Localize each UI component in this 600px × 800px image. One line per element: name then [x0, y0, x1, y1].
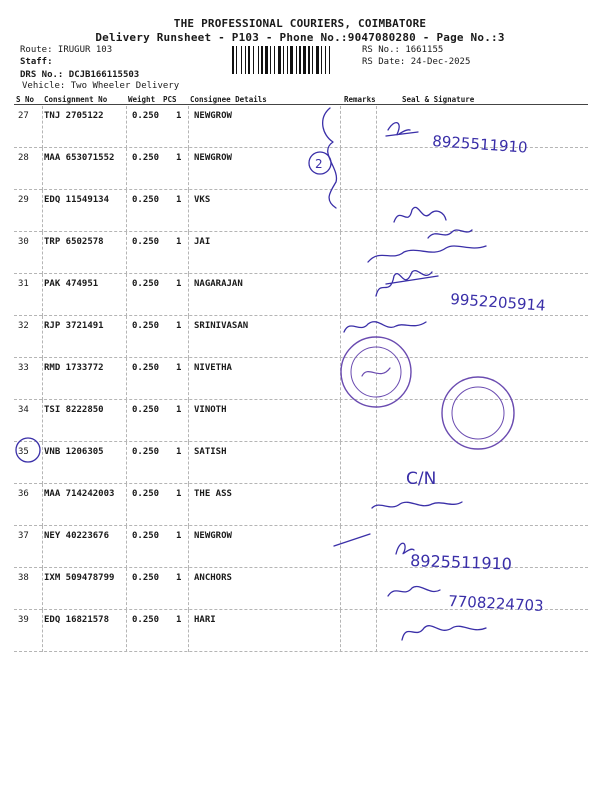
- column-divider: [340, 400, 341, 442]
- row-consignee: VKS: [194, 195, 211, 205]
- column-divider: [126, 526, 127, 568]
- column-divider: [42, 274, 43, 316]
- row-consignment: MAA 653071552: [44, 153, 115, 163]
- barcode-bar: [312, 46, 313, 74]
- barcode-bar: [245, 46, 246, 74]
- barcode-bar: [253, 46, 254, 74]
- barcode-bar: [321, 46, 322, 74]
- table-row: [0, 526, 600, 568]
- column-divider: [376, 358, 377, 400]
- row-weight: 0.250: [132, 195, 160, 205]
- row-sno: 37: [18, 531, 29, 541]
- row-pcs: 1: [176, 321, 182, 331]
- row-consignment: TRP 6502578: [44, 237, 104, 247]
- column-divider: [376, 526, 377, 568]
- col-weight: Weight: [128, 95, 156, 104]
- barcode-bar: [258, 46, 259, 74]
- barcode-bar: [299, 46, 301, 74]
- row-consignment: EDQ 11549134: [44, 195, 110, 205]
- column-divider: [340, 442, 341, 484]
- barcode-bar: [278, 46, 281, 74]
- row-weight: 0.250: [132, 153, 160, 163]
- row-consignee: SRINIVASAN: [194, 321, 249, 331]
- row-consignee: NAGARAJAN: [194, 279, 243, 289]
- row-weight: 0.250: [132, 615, 160, 625]
- column-divider: [42, 148, 43, 190]
- barcode: [232, 46, 358, 74]
- column-divider: [42, 316, 43, 358]
- column-divider: [376, 316, 377, 358]
- row-sno: 39: [18, 615, 29, 625]
- row-consignment: EDQ 16821578: [44, 615, 110, 625]
- row-sno: 36: [18, 489, 29, 499]
- column-divider: [188, 148, 189, 190]
- column-divider: [188, 232, 189, 274]
- column-divider: [188, 274, 189, 316]
- row-pcs: 1: [176, 153, 182, 163]
- column-divider: [188, 106, 189, 148]
- table-row: [0, 358, 600, 400]
- column-divider: [42, 400, 43, 442]
- column-divider: [376, 568, 377, 610]
- barcode-bar: [287, 46, 288, 74]
- row-sno: 30: [18, 237, 29, 247]
- column-divider: [126, 316, 127, 358]
- row-consignment: NEY 40223676: [44, 531, 110, 541]
- column-divider: [188, 190, 189, 232]
- phone-number-row-27: 8925511910: [431, 132, 529, 157]
- column-divider: [340, 316, 341, 358]
- row-pcs: 1: [176, 489, 182, 499]
- row-consignment: VNB 1206305: [44, 447, 104, 457]
- column-divider: [126, 148, 127, 190]
- barcode-bar: [248, 46, 250, 74]
- row-weight: 0.250: [132, 111, 160, 121]
- column-divider: [42, 358, 43, 400]
- row-divider: [14, 651, 588, 652]
- barcode-bar: [241, 46, 242, 74]
- column-divider: [126, 190, 127, 232]
- column-divider: [42, 106, 43, 148]
- row-sno: 33: [18, 363, 29, 373]
- row-consignee: VINOTH: [194, 405, 227, 415]
- row-pcs: 1: [176, 405, 182, 415]
- column-divider: [376, 148, 377, 190]
- column-divider: [126, 106, 127, 148]
- row-pcs: 1: [176, 363, 182, 373]
- column-divider: [188, 610, 189, 652]
- table-row: [0, 400, 600, 442]
- col-remarks: Remarks: [344, 95, 376, 104]
- col-sno: S No: [16, 95, 35, 104]
- table-row: [0, 484, 600, 526]
- row-sno: 31: [18, 279, 29, 289]
- column-divider: [340, 190, 341, 232]
- row-consignee: HARI: [194, 615, 216, 625]
- row-consignee: NEWGROW: [194, 111, 232, 121]
- rs-number: RS No.: 1661155: [362, 45, 444, 55]
- row-consignee: NEWGROW: [194, 531, 232, 541]
- phone-number-row-38: 7708224703: [447, 592, 545, 615]
- staff-label: Staff:: [20, 57, 53, 67]
- route-label: Route: IRUGUR 103: [20, 45, 113, 55]
- header-divider: [14, 104, 588, 105]
- column-divider: [126, 442, 127, 484]
- row-consignee: ANCHORS: [194, 573, 232, 583]
- column-divider: [376, 442, 377, 484]
- column-divider: [42, 610, 43, 652]
- column-divider: [188, 442, 189, 484]
- column-divider: [42, 526, 43, 568]
- barcode-bar: [296, 46, 297, 74]
- column-divider: [126, 358, 127, 400]
- phone-number-row-31: 9952205914: [449, 290, 547, 315]
- column-divider: [340, 610, 341, 652]
- row-sno: 32: [18, 321, 29, 331]
- column-divider: [42, 232, 43, 274]
- runsheet-subtitle: Delivery Runsheet - P103 - Phone No.:9047080280 - Page No.:3: [95, 31, 505, 44]
- row-pcs: 1: [176, 447, 182, 457]
- table-row: [0, 232, 600, 274]
- col-consignment: Consignment No: [44, 95, 108, 104]
- column-divider: [42, 484, 43, 526]
- row-pcs: 1: [176, 279, 182, 289]
- barcode-bar: [325, 46, 326, 74]
- table-row: [0, 610, 600, 652]
- row-pcs: 1: [176, 111, 182, 121]
- column-divider: [340, 358, 341, 400]
- column-divider: [188, 526, 189, 568]
- table-row: [0, 106, 600, 148]
- column-divider: [188, 568, 189, 610]
- column-divider: [376, 610, 377, 652]
- row-consignee: SATISH: [194, 447, 227, 457]
- column-divider: [340, 232, 341, 274]
- barcode-bar: [283, 46, 284, 74]
- barcode-bar: [316, 46, 319, 74]
- row-pcs: 1: [176, 237, 182, 247]
- column-divider: [340, 106, 341, 148]
- column-divider: [126, 400, 127, 442]
- drs-number: [20, 70, 139, 80]
- barcode-bar: [261, 46, 263, 74]
- table-row: [0, 190, 600, 232]
- barcode-bar: [265, 46, 268, 74]
- column-divider: [42, 568, 43, 610]
- column-divider: [126, 568, 127, 610]
- row-weight: 0.250: [132, 321, 160, 331]
- row-weight: 0.250: [132, 405, 160, 415]
- row-consignment: PAK 474951: [44, 279, 99, 289]
- row-pcs: 1: [176, 615, 182, 625]
- col-pcs: PCS: [163, 95, 177, 104]
- table-row: [0, 568, 600, 610]
- col-seal-signature: Seal & Signature: [402, 95, 475, 104]
- column-divider: [188, 316, 189, 358]
- barcode-bar: [270, 46, 271, 74]
- barcode-bar: [232, 46, 234, 74]
- table-row: [0, 316, 600, 358]
- row-consignment: RJP 3721491: [44, 321, 104, 331]
- barcode-bar: [308, 46, 310, 74]
- column-divider: [340, 526, 341, 568]
- row-weight: 0.250: [132, 531, 160, 541]
- circled-number: 2: [315, 157, 323, 171]
- table-row: [0, 442, 600, 484]
- column-divider: [340, 274, 341, 316]
- row-pcs: 1: [176, 573, 182, 583]
- column-divider: [376, 274, 377, 316]
- row-pcs: 1: [176, 195, 182, 205]
- phone-number-row-37: 8925511910: [409, 551, 513, 574]
- vehicle-label: Vehicle: Two Wheeler Delivery: [22, 81, 180, 91]
- drs-label: DRS No.:: [20, 70, 64, 80]
- row-sno: 34: [18, 405, 29, 415]
- col-consignee: Consignee Details: [190, 95, 267, 104]
- column-divider: [340, 568, 341, 610]
- column-divider: [188, 400, 189, 442]
- drs-value: DCJB166115503: [68, 70, 140, 80]
- column-divider: [126, 274, 127, 316]
- row-consignee: NIVETHA: [194, 363, 232, 373]
- column-divider: [42, 190, 43, 232]
- column-divider: [376, 106, 377, 148]
- column-divider: [340, 484, 341, 526]
- company-title: THE PROFESSIONAL COURIERS, COIMBATORE: [173, 17, 427, 30]
- column-divider: [126, 610, 127, 652]
- row-consignment: RMD 1733772: [44, 363, 104, 373]
- column-divider: [376, 190, 377, 232]
- barcode-bar: [329, 46, 330, 74]
- rs-date: RS Date: 24-Dec-2025: [362, 57, 471, 67]
- table-row: [0, 148, 600, 190]
- row-consignment: TSI 8222850: [44, 405, 104, 415]
- row-sno: 28: [18, 153, 29, 163]
- row-weight: 0.250: [132, 363, 160, 373]
- column-divider: [340, 148, 341, 190]
- column-divider: [376, 232, 377, 274]
- cn-note: C/N: [406, 469, 437, 489]
- barcode-bar: [274, 46, 275, 74]
- row-consignee: NEWGROW: [194, 153, 232, 163]
- column-divider: [126, 232, 127, 274]
- column-divider: [376, 484, 377, 526]
- column-divider: [188, 358, 189, 400]
- column-divider: [126, 484, 127, 526]
- barcode-bar: [303, 46, 306, 74]
- row-weight: 0.250: [132, 237, 160, 247]
- row-weight: 0.250: [132, 279, 160, 289]
- row-sno: 38: [18, 573, 29, 583]
- row-pcs: 1: [176, 531, 182, 541]
- row-weight: 0.250: [132, 573, 160, 583]
- row-weight: 0.250: [132, 489, 160, 499]
- column-divider: [42, 442, 43, 484]
- row-sno: 29: [18, 195, 29, 205]
- column-divider: [188, 484, 189, 526]
- table-row: [0, 274, 600, 316]
- row-consignment: MAA 714242003: [44, 489, 115, 499]
- row-consignee: THE ASS: [194, 489, 232, 499]
- row-consignee: JAI: [194, 237, 211, 247]
- row-consignment: TNJ 2705122: [44, 111, 104, 121]
- row-sno: 27: [18, 111, 29, 121]
- barcode-bar: [236, 46, 237, 74]
- row-sno: 35: [18, 447, 29, 457]
- row-consignment: IXM 509478799: [44, 573, 115, 583]
- column-divider: [376, 400, 377, 442]
- barcode-bar: [290, 46, 293, 74]
- row-weight: 0.250: [132, 447, 160, 457]
